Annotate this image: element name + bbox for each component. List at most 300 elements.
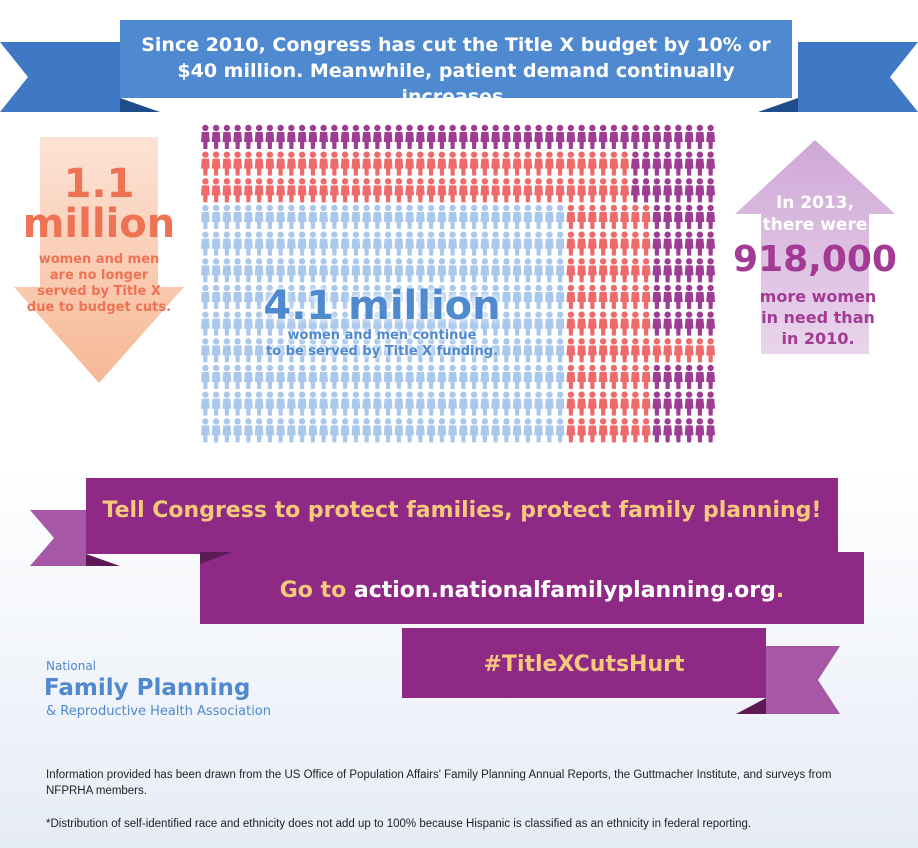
person-icon (534, 231, 543, 255)
person-icon (566, 285, 575, 309)
header-text (120, 32, 792, 110)
person-icon (244, 311, 253, 335)
person-icon (341, 205, 350, 229)
person-icon (631, 311, 640, 335)
person-icon (513, 258, 522, 282)
person-icon (255, 258, 264, 282)
person-icon (330, 258, 339, 282)
person-icon (255, 231, 264, 255)
person-icon (556, 205, 565, 229)
person-icon (448, 418, 457, 442)
person-icon (695, 125, 704, 149)
person-icon (706, 365, 715, 389)
person-icon (373, 151, 382, 175)
person-icon (523, 391, 532, 415)
person-icon (523, 418, 532, 442)
person-icon (459, 231, 468, 255)
left-stat-line-1: women and men (38, 252, 160, 267)
person-icon (255, 418, 264, 442)
person-icon (663, 125, 672, 149)
footnote-ethnicity: *Distribution of self-identified race and ethnicity does not add up to 100% because Hispanic is classified as an ethnicity in federal reporting. (46, 818, 752, 830)
person-icon (685, 418, 694, 442)
person-icon (599, 391, 608, 415)
left-stat-unit: million (22, 201, 176, 247)
person-icon (480, 205, 489, 229)
person-icon (233, 151, 242, 175)
person-icon (534, 391, 543, 415)
person-icon (362, 125, 371, 149)
person-icon (308, 258, 317, 282)
person-icon (674, 258, 683, 282)
person-icon (319, 258, 328, 282)
person-icon (566, 151, 575, 175)
person-icon (685, 125, 694, 149)
person-icon (631, 418, 640, 442)
person-icon (620, 311, 629, 335)
person-icon (642, 391, 651, 415)
person-icon (222, 285, 231, 309)
person-icon (674, 285, 683, 309)
person-icon (674, 205, 683, 229)
person-icon (416, 391, 425, 415)
person-icon (319, 205, 328, 229)
person-icon (255, 365, 264, 389)
person-icon (351, 418, 360, 442)
person-icon (459, 205, 468, 229)
left-stat-line-3: served by Title X (37, 284, 161, 299)
person-icon (599, 338, 608, 362)
person-icon (308, 125, 317, 149)
person-icon (620, 391, 629, 415)
person-icon (212, 151, 221, 175)
person-icon (674, 178, 683, 202)
person-icon (459, 365, 468, 389)
person-icon (642, 151, 651, 175)
person-icon (244, 365, 253, 389)
person-icon (620, 365, 629, 389)
person-icon (330, 391, 339, 415)
person-icon (341, 125, 350, 149)
person-icon (427, 258, 436, 282)
person-icon (394, 391, 403, 415)
person-icon (308, 205, 317, 229)
person-icon (330, 178, 339, 202)
person-icon (405, 258, 414, 282)
person-icon (652, 418, 661, 442)
person-icon (287, 391, 296, 415)
person-icon (212, 231, 221, 255)
person-icon (233, 231, 242, 255)
person-icon (523, 365, 532, 389)
person-icon (620, 338, 629, 362)
person-icon (695, 285, 704, 309)
person-icon (631, 258, 640, 282)
person-icon (588, 285, 597, 309)
person-icon (459, 151, 468, 175)
person-icon (663, 311, 672, 335)
person-icon (513, 338, 522, 362)
person-icon (588, 151, 597, 175)
person-icon (566, 365, 575, 389)
person-icon (330, 125, 339, 149)
person-icon (695, 418, 704, 442)
person-icon (265, 391, 274, 415)
person-icon (459, 178, 468, 202)
person-icon (706, 205, 715, 229)
left-stat-line-4: due to budget cuts. (26, 300, 172, 315)
person-icon (663, 365, 672, 389)
person-icon (652, 338, 661, 362)
person-icon (502, 258, 511, 282)
person-icon (599, 178, 608, 202)
person-icon (384, 231, 393, 255)
person-icon (416, 365, 425, 389)
person-icon (588, 178, 597, 202)
person-icon (642, 125, 651, 149)
person-icon (212, 285, 221, 309)
person-icon (341, 178, 350, 202)
person-icon (556, 258, 565, 282)
person-icon (222, 205, 231, 229)
person-icon (652, 311, 661, 335)
person-icon (470, 418, 479, 442)
person-icon (491, 231, 500, 255)
person-icon (556, 418, 565, 442)
person-icon (545, 125, 554, 149)
person-icon (201, 125, 210, 149)
person-icon (448, 205, 457, 229)
person-icon (545, 338, 554, 362)
person-icon (384, 125, 393, 149)
person-icon (222, 151, 231, 175)
person-icon (706, 125, 715, 149)
person-icon (212, 205, 221, 229)
person-icon (265, 151, 274, 175)
person-icon (685, 231, 694, 255)
person-icon (706, 231, 715, 255)
person-icon (244, 151, 253, 175)
person-icon (556, 391, 565, 415)
person-icon (233, 205, 242, 229)
person-icon (674, 151, 683, 175)
person-icon (341, 258, 350, 282)
person-icon (534, 285, 543, 309)
person-icon (523, 151, 532, 175)
person-icon (599, 205, 608, 229)
person-icon (663, 178, 672, 202)
person-icon (545, 418, 554, 442)
person-icon (502, 418, 511, 442)
person-icon (513, 365, 522, 389)
person-icon (556, 338, 565, 362)
person-icon (233, 365, 242, 389)
person-icon (405, 178, 414, 202)
person-icon (491, 418, 500, 442)
person-icon (652, 365, 661, 389)
person-icon (642, 285, 651, 309)
person-icon (685, 338, 694, 362)
person-icon (513, 125, 522, 149)
person-icon (394, 151, 403, 175)
person-icon (287, 231, 296, 255)
person-icon (362, 365, 371, 389)
center-stat-number: 4.1 million (263, 283, 501, 329)
person-icon (706, 178, 715, 202)
person-icon (437, 125, 446, 149)
person-icon (384, 391, 393, 415)
person-icon (244, 418, 253, 442)
person-icon (545, 178, 554, 202)
person-icon (427, 365, 436, 389)
person-icon (609, 258, 618, 282)
person-icon (405, 391, 414, 415)
person-icon (577, 285, 586, 309)
person-icon (437, 151, 446, 175)
person-icon (620, 151, 629, 175)
person-icon (276, 391, 285, 415)
person-icon (695, 178, 704, 202)
person-icon (222, 231, 231, 255)
person-icon (502, 205, 511, 229)
right-stat-line-1: In 2013, (775, 193, 855, 213)
person-icon (577, 258, 586, 282)
person-icon (599, 418, 608, 442)
right-stat-line-2: there were (762, 215, 868, 235)
person-icon (201, 258, 210, 282)
right-stat-description (744, 286, 892, 349)
person-icon (588, 391, 597, 415)
person-icon (577, 205, 586, 229)
person-icon (233, 178, 242, 202)
person-icon (534, 418, 543, 442)
person-icon (427, 125, 436, 149)
person-icon (566, 205, 575, 229)
banner-hashtag: #TitleXCutsHurt (483, 652, 685, 677)
person-icon (212, 365, 221, 389)
person-icon (427, 151, 436, 175)
person-icon (609, 231, 618, 255)
person-icon (405, 205, 414, 229)
person-icon (491, 178, 500, 202)
person-icon (588, 338, 597, 362)
person-icon (244, 391, 253, 415)
person-icon (351, 231, 360, 255)
person-icon (394, 231, 403, 255)
person-icon (588, 205, 597, 229)
header-line-2: $40 million. Meanwhile, patient demand continually increases. (177, 60, 735, 108)
person-icon (480, 391, 489, 415)
header-line-1: Since 2010, Congress has cut the Title X budget by 10% or (141, 34, 771, 56)
person-icon (416, 125, 425, 149)
person-icon (706, 338, 715, 362)
person-icon (609, 365, 618, 389)
person-icon (674, 338, 683, 362)
person-icon (319, 125, 328, 149)
person-icon (330, 151, 339, 175)
person-icon (502, 285, 511, 309)
person-icon (384, 418, 393, 442)
person-icon (362, 151, 371, 175)
person-icon (631, 365, 640, 389)
person-icon (674, 391, 683, 415)
person-icon (695, 391, 704, 415)
person-icon (255, 125, 264, 149)
person-icon (502, 231, 511, 255)
person-icon (609, 311, 618, 335)
person-icon (276, 125, 285, 149)
person-icon (362, 391, 371, 415)
logo-line-1: National (46, 659, 97, 673)
person-icon (427, 391, 436, 415)
person-icon (276, 205, 285, 229)
person-icon (502, 125, 511, 149)
person-icon (351, 365, 360, 389)
person-icon (448, 151, 457, 175)
person-icon (652, 258, 661, 282)
person-icon (222, 258, 231, 282)
person-icon (652, 125, 661, 149)
person-icon (201, 151, 210, 175)
person-icon (480, 151, 489, 175)
person-icon (685, 365, 694, 389)
person-icon (373, 365, 382, 389)
person-icon (416, 205, 425, 229)
person-icon (362, 205, 371, 229)
person-icon (642, 365, 651, 389)
person-icon (341, 151, 350, 175)
right-stat-line-5: in 2010. (781, 329, 855, 348)
person-icon (470, 391, 479, 415)
person-icon (373, 125, 382, 149)
person-icon (588, 231, 597, 255)
person-icon (695, 365, 704, 389)
person-icon (652, 231, 661, 255)
person-icon (545, 311, 554, 335)
person-icon (212, 258, 221, 282)
person-icon (244, 205, 253, 229)
center-stat-line-2: to be served by Title X funding. (265, 344, 499, 359)
person-icon (588, 125, 597, 149)
person-icon (384, 258, 393, 282)
person-icon (588, 311, 597, 335)
person-icon (319, 391, 328, 415)
person-icon (405, 418, 414, 442)
person-icon (255, 391, 264, 415)
person-icon (609, 151, 618, 175)
person-icon (674, 125, 683, 149)
person-icon (663, 258, 672, 282)
person-icon (265, 205, 274, 229)
person-icon (631, 391, 640, 415)
person-icon (502, 151, 511, 175)
person-icon (695, 338, 704, 362)
person-icon (566, 418, 575, 442)
person-icon (341, 365, 350, 389)
person-icon (276, 418, 285, 442)
person-icon (545, 205, 554, 229)
person-icon (308, 231, 317, 255)
person-icon (577, 338, 586, 362)
person-icon (416, 151, 425, 175)
person-icon (642, 205, 651, 229)
person-icon (233, 311, 242, 335)
person-icon (566, 311, 575, 335)
center-stat-line-1: women and men continue (287, 328, 477, 343)
person-icon (685, 258, 694, 282)
person-icon (685, 205, 694, 229)
person-icon (287, 418, 296, 442)
person-icon (222, 338, 231, 362)
person-icon (513, 285, 522, 309)
action-url-link[interactable]: action.nationalfamilyplanning.org (353, 578, 776, 603)
person-icon (384, 205, 393, 229)
person-icon (523, 338, 532, 362)
person-icon (491, 391, 500, 415)
person-icon (480, 125, 489, 149)
person-icon (255, 205, 264, 229)
person-icon (609, 418, 618, 442)
person-icon (244, 285, 253, 309)
person-icon (631, 338, 640, 362)
person-icon (599, 311, 608, 335)
person-icon (502, 391, 511, 415)
person-icon (652, 178, 661, 202)
person-icon (545, 231, 554, 255)
person-icon (244, 338, 253, 362)
person-icon (298, 205, 307, 229)
person-icon (609, 178, 618, 202)
person-icon (652, 391, 661, 415)
person-icon (631, 231, 640, 255)
person-icon (373, 258, 382, 282)
person-icon (265, 178, 274, 202)
person-icon (212, 338, 221, 362)
person-icon (233, 391, 242, 415)
person-icon (459, 418, 468, 442)
person-icon (427, 231, 436, 255)
person-icon (491, 151, 500, 175)
person-icon (319, 231, 328, 255)
person-icon (491, 205, 500, 229)
person-icon (588, 418, 597, 442)
person-icon (222, 418, 231, 442)
person-icon (480, 258, 489, 282)
person-icon (620, 178, 629, 202)
person-icon (298, 418, 307, 442)
person-icon (222, 391, 231, 415)
person-icon (695, 258, 704, 282)
person-icon (523, 311, 532, 335)
person-icon (652, 285, 661, 309)
person-icon (545, 365, 554, 389)
person-icon (695, 311, 704, 335)
person-icon (416, 178, 425, 202)
person-icon (287, 258, 296, 282)
person-icon (480, 231, 489, 255)
person-icon (588, 365, 597, 389)
person-icon (620, 285, 629, 309)
person-icon (437, 258, 446, 282)
person-icon (287, 125, 296, 149)
person-icon (341, 418, 350, 442)
person-icon (577, 125, 586, 149)
person-icon (416, 258, 425, 282)
person-icon (351, 125, 360, 149)
person-icon (652, 151, 661, 175)
person-icon (233, 125, 242, 149)
person-icon (545, 391, 554, 415)
right-stat-number: 918,000 (733, 239, 897, 280)
